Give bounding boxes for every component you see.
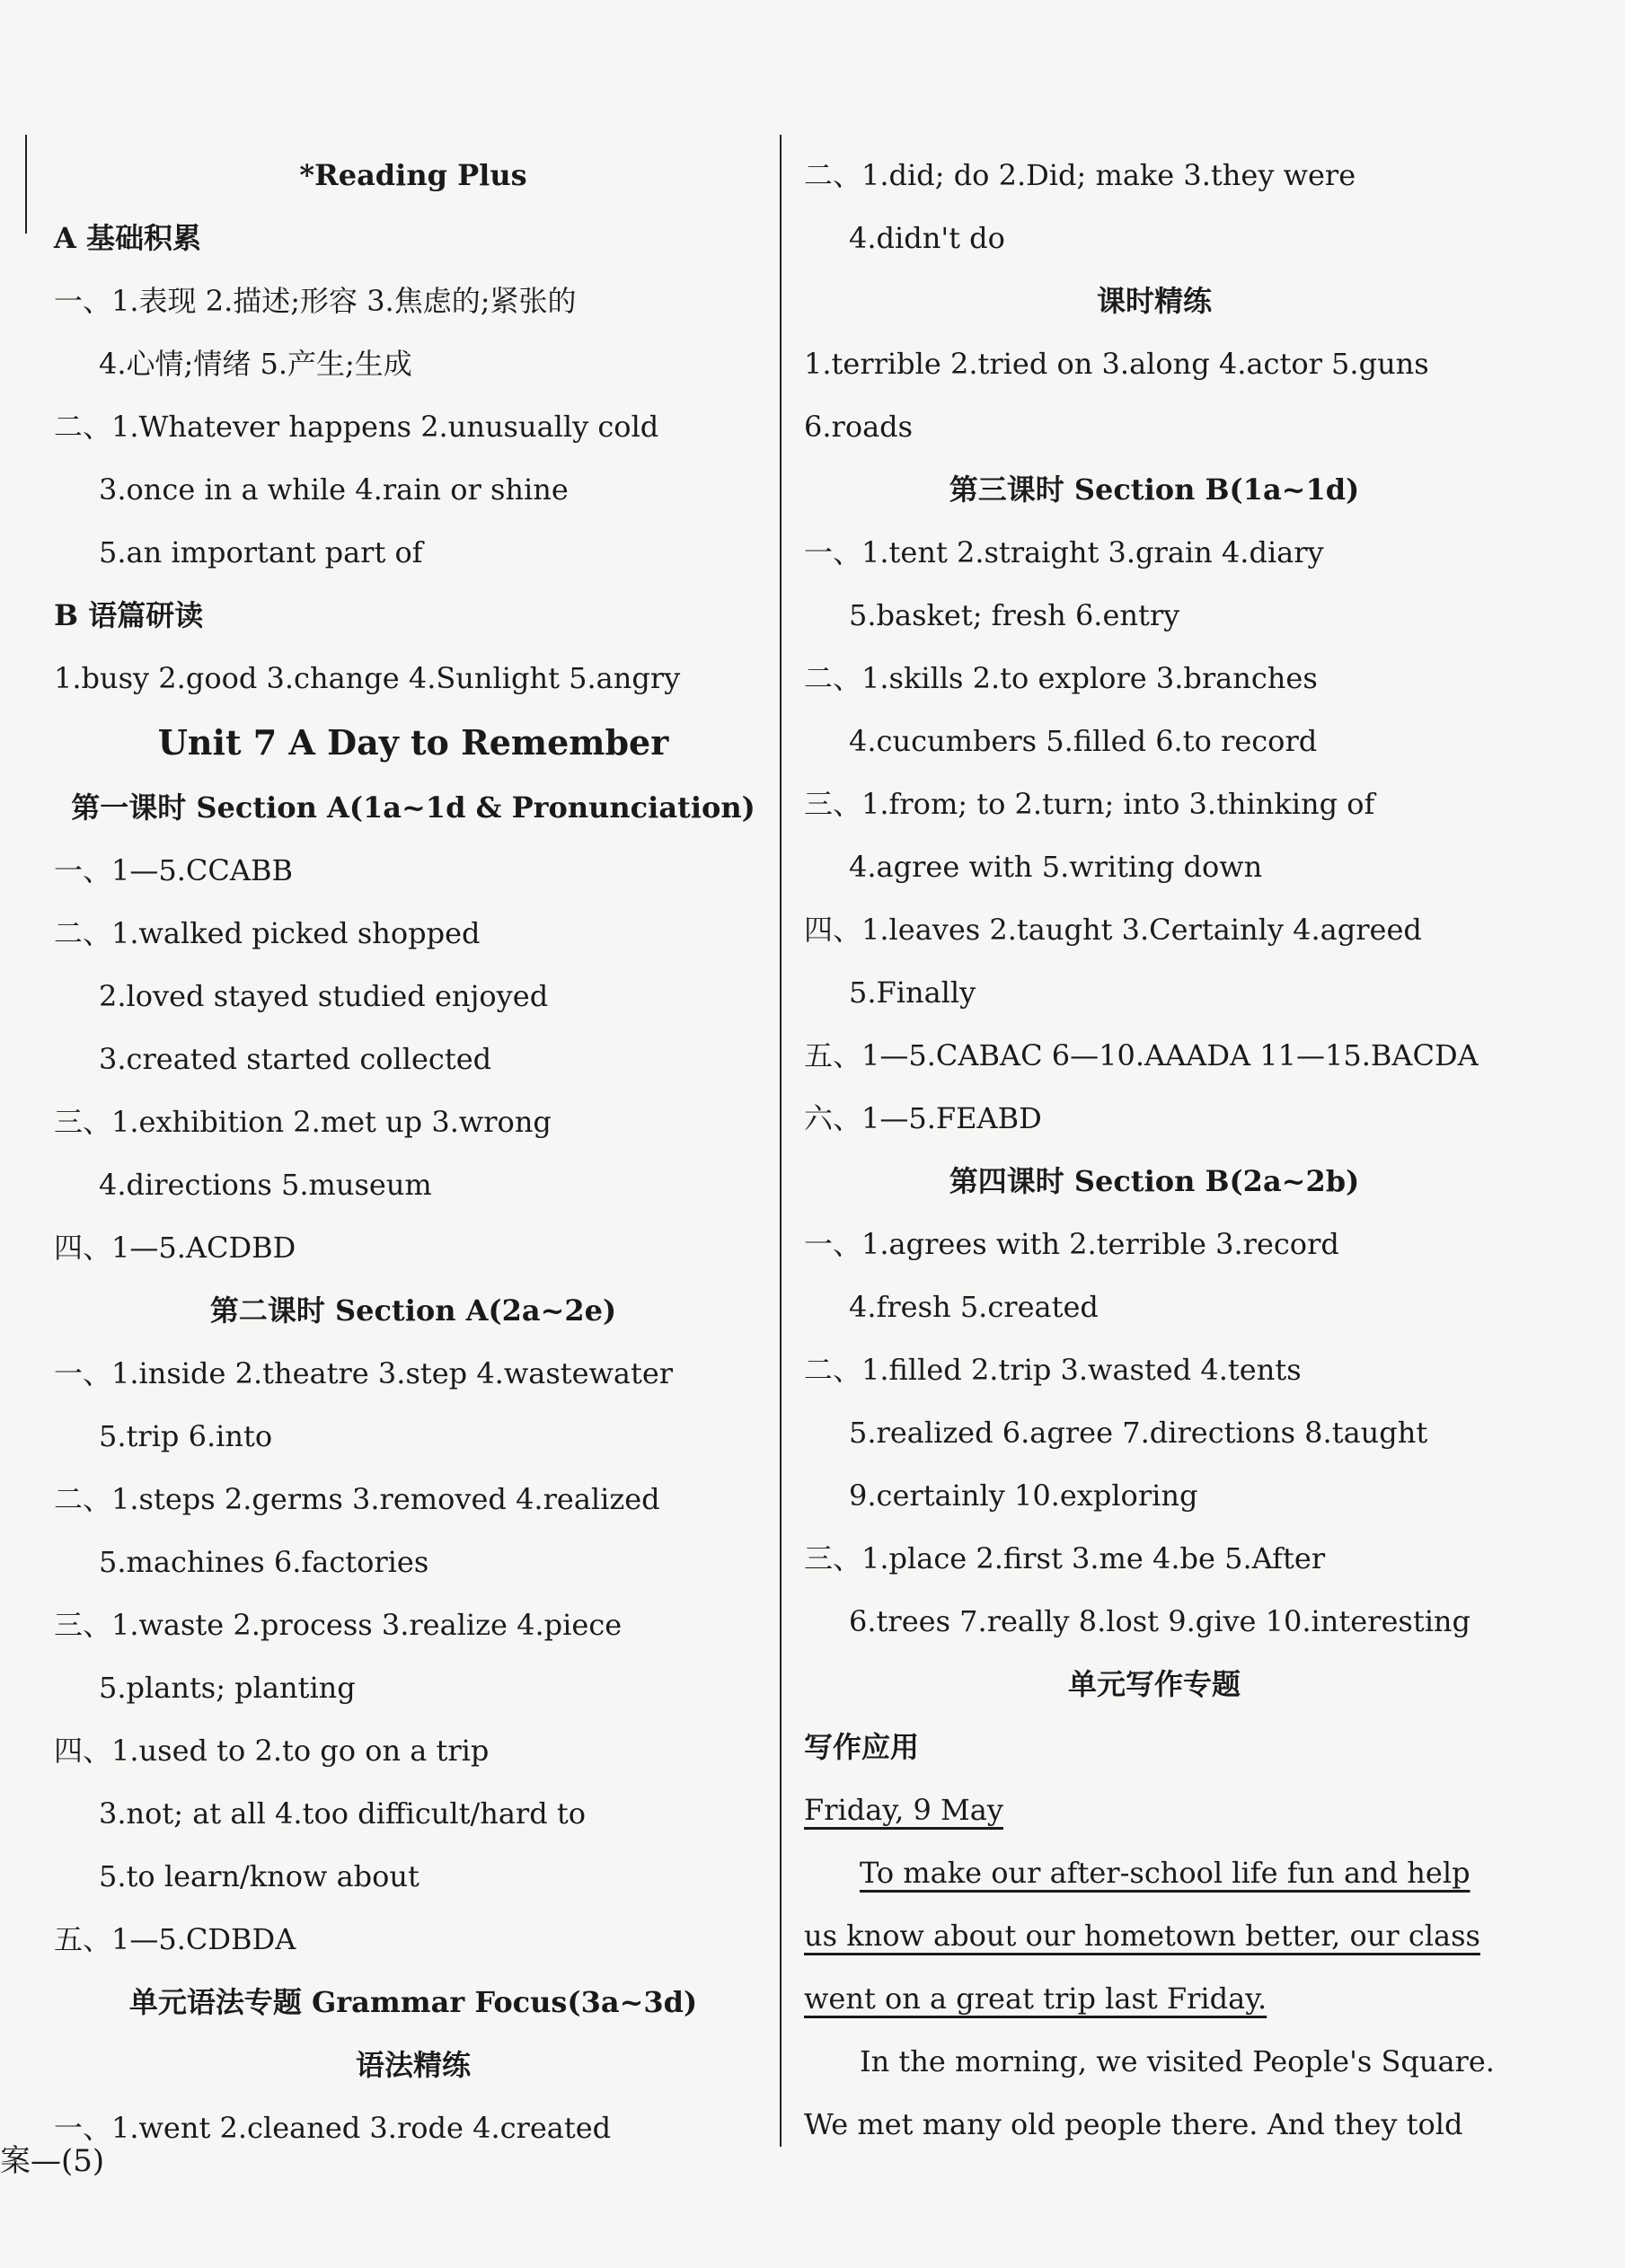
column-divider (780, 135, 782, 2147)
answer-line: 6.trees 7.really 8.lost 9.give 10.interesting (849, 1604, 1471, 1638)
answer-line: 四、1.leaves 2.taught 3.Certainly 4.agreed (804, 913, 1422, 947)
answer-line: 4.fresh 5.created (849, 1290, 1099, 1324)
answer-line: 三、1.from; to 2.turn; into 3.thinking of (804, 787, 1375, 821)
answer-line: 1.terrible 2.tried on 3.along 4.actor 5.guns (804, 347, 1429, 381)
answer-line: 4.cucumbers 5.filled 6.to record (849, 724, 1318, 758)
answer-line: 一、1.表现 2.描述;形容 3.焦虑的;紧张的 (54, 284, 577, 318)
section-b-heading: B 语篇研读 (54, 598, 204, 632)
grammar-subheading: 语法精练 (355, 2048, 471, 2082)
left-column (54, 144, 773, 2159)
lesson3-heading: 第三课时 Section B(1a~1d) (949, 472, 1360, 507)
section-a-heading: A 基础积累 (54, 221, 201, 255)
answer-line: 5.realized 6.agree 7.directions 8.taught (849, 1416, 1428, 1450)
answer-line: 5.plants; planting (99, 1671, 356, 1705)
answer-line: 一、1.went 2.cleaned 3.rode 4.created (54, 2111, 612, 2145)
answer-line: 3.not; at all 4.too difficult/hard to (99, 1796, 586, 1831)
answer-line: 3.created started collected (99, 1042, 492, 1076)
lesson1-heading: 第一课时 Section A(1a~1d & Pronunciation) (71, 790, 755, 825)
answer-line: 五、1—5.CABAC 6—10.AAADA 11—15.BACDA (804, 1038, 1479, 1072)
answer-line: 2.loved stayed studied enjoyed (99, 979, 549, 1013)
answer-line: 二、1.walked picked shopped (54, 916, 481, 950)
answer-line: 一、1.tent 2.straight 3.grain 4.diary (804, 535, 1324, 569)
answer-line: 二、1.did; do 2.Did; make 3.they were (804, 158, 1356, 192)
answer-line: 三、1.waste 2.process 3.realize 4.piece (54, 1608, 623, 1642)
answer-line: 4.directions 5.museum (99, 1168, 432, 1202)
writing-heading: 单元写作专题 (1067, 1667, 1241, 1701)
answer-line: 5.an important part of (99, 535, 423, 569)
unit-title: Unit 7 A Day to Remember (157, 722, 669, 763)
answer-line: 二、1.steps 2.germs 3.removed 4.realized (54, 1482, 660, 1516)
answer-line: 三、1.exhibition 2.met up 3.wrong (54, 1105, 552, 1139)
answer-line: 一、1.inside 2.theatre 3.step 4.wastewater (54, 1356, 674, 1390)
answer-line: 9.certainly 10.exploring (849, 1478, 1198, 1513)
answer-line: 5.machines 6.factories (99, 1545, 429, 1579)
essay-date: Friday, 9 May (804, 1793, 1003, 1827)
answer-line: 六、1—5.FEABD (804, 1101, 1042, 1135)
answer-line: 四、1—5.ACDBD (54, 1231, 296, 1265)
essay-line: We met many old people there. And they told (804, 2107, 1463, 2141)
practice-heading: 课时精练 (1096, 284, 1212, 318)
grammar-heading: 单元语法专题 Grammar Focus(3a~3d) (128, 1985, 698, 2019)
reading-plus-title: *Reading Plus (299, 158, 527, 192)
writing-subheading: 写作应用 (804, 1730, 920, 1764)
answer-line: 3.once in a while 4.rain or shine (99, 472, 569, 507)
answer-line: 三、1.place 2.first 3.me 4.be 5.After (804, 1541, 1326, 1575)
answer-line: 4.agree with 5.writing down (849, 850, 1263, 884)
page-number: 案—(5) (0, 2143, 105, 2179)
right-column (804, 144, 1505, 2156)
answer-line: 二、1.skills 2.to explore 3.branches (804, 661, 1318, 695)
answer-line: 五、1—5.CDBDA (54, 1922, 296, 1956)
answer-line: 6.roads (804, 410, 914, 444)
essay-line: To make our after-school life fun and help (860, 1856, 1470, 1890)
answer-line: 1.busy 2.good 3.change 4.Sunlight 5.angry (54, 661, 681, 695)
answer-line: 5.trip 6.into (99, 1419, 273, 1453)
left-margin-line (25, 135, 27, 234)
lesson4-heading: 第四课时 Section B(2a~2b) (949, 1164, 1360, 1198)
essay-line: went on a great trip last Friday. (804, 1981, 1267, 2016)
answer-line: 5.to learn/know about (99, 1859, 419, 1893)
answer-line: 4.didn't do (849, 221, 1005, 255)
essay-line: us know about our hometown better, our class (804, 1919, 1480, 1953)
answer-line: 一、1—5.CCABB (54, 853, 294, 887)
answer-line: 四、1.used to 2.to go on a trip (54, 1734, 490, 1768)
lesson2-heading: 第二课时 Section A(2a~2e) (209, 1293, 617, 1328)
answer-line: 5.basket; fresh 6.entry (849, 598, 1180, 632)
essay-line: In the morning, we visited People's Square. (860, 2044, 1495, 2078)
answer-line: 一、1.agrees with 2.terrible 3.record (804, 1227, 1339, 1261)
answer-line: 4.心情;情绪 5.产生;生成 (99, 347, 412, 381)
answer-line: 二、1.filled 2.trip 3.wasted 4.tents (804, 1353, 1302, 1387)
answer-line: 5.Finally (849, 975, 976, 1010)
answer-line: 二、1.Whatever happens 2.unusually cold (54, 410, 659, 444)
